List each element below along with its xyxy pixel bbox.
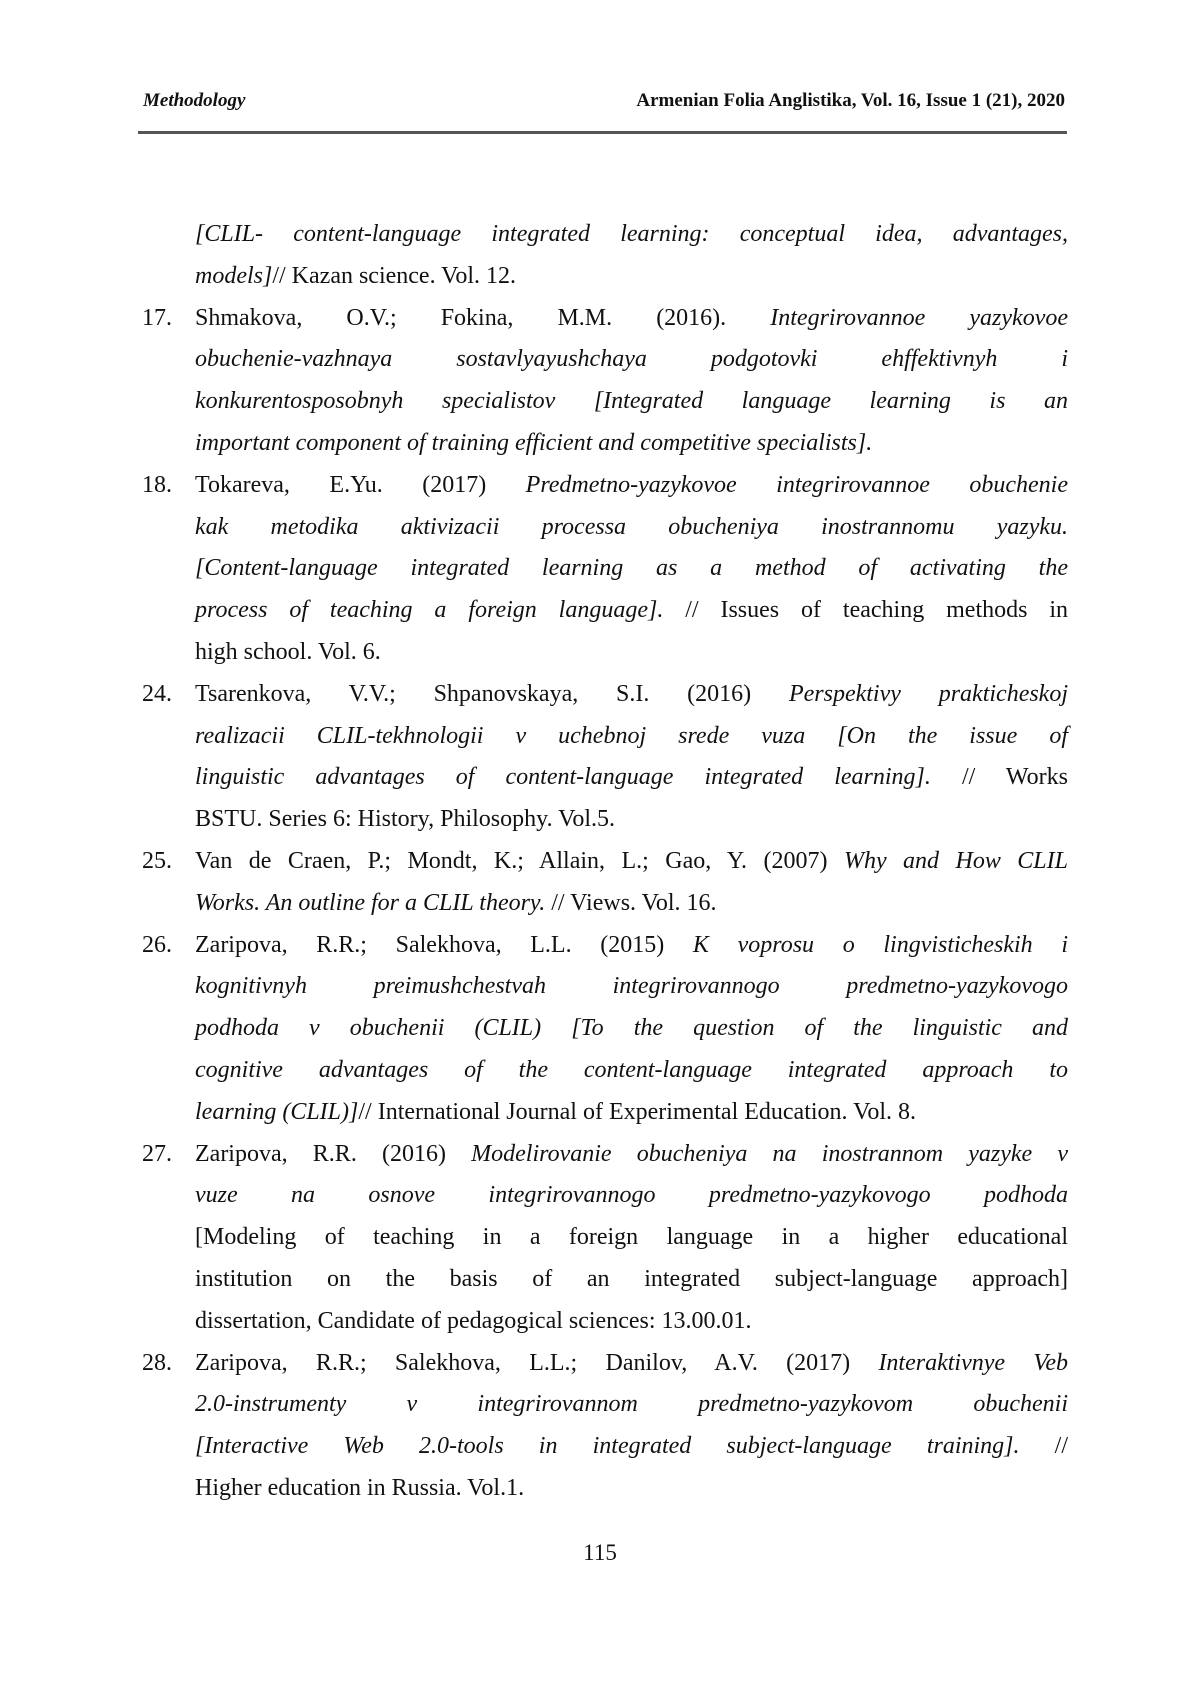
reference-line xyxy=(195,465,1068,507)
reference-entry xyxy=(138,1134,1068,1343)
reference-text: Shmakova, O.V.; Fokina, M.M. (2016). xyxy=(195,305,770,331)
reference-text: BSTU. Series 6: History, Philosophy. Vol.5. xyxy=(195,806,615,832)
reference-title-text: Integrirovannoe yazykovoe xyxy=(770,305,1068,331)
reference-line xyxy=(195,381,1068,423)
reference-line xyxy=(195,716,1068,758)
reference-title-text: Predmetno-yazykovoe integrirovannoe obuchenie xyxy=(526,472,1068,498)
reference-line xyxy=(195,256,1068,298)
reference-title-text: Works. An outline for a CLIL theory. xyxy=(195,890,545,916)
reference-line xyxy=(195,1217,1068,1259)
reference-title-text: vuze na osnove integrirovannogo predmetno-yazykovogo podhoda xyxy=(195,1182,1068,1208)
reference-title-text: kognitivnyh preimushchestvah integrirovannogo predmetno-yazykovogo xyxy=(195,973,1068,999)
reference-entry xyxy=(138,214,1068,298)
reference-text: Tokareva, E.Yu. (2017) xyxy=(195,472,526,498)
reference-entry xyxy=(138,674,1068,841)
reference-entry xyxy=(138,1343,1068,1510)
reference-number: 25. xyxy=(142,841,172,883)
reference-title-text: [CLIL- content-language integrated learning: conceptual idea, advantages, xyxy=(195,221,1068,247)
reference-text: [Modeling of teaching in a foreign language in a higher educational xyxy=(195,1224,1068,1250)
running-header xyxy=(143,90,1065,120)
reference-entry xyxy=(138,298,1068,465)
reference-title-text: models] xyxy=(195,263,272,289)
page-number: 115 xyxy=(0,1540,1200,1566)
reference-text: Zaripova, R.R.; Salekhova, L.L.; Danilov, A.V. (2017) xyxy=(195,1350,878,1376)
reference-title-text: podhoda v obuchenii (CLIL) [To the question of the linguistic and xyxy=(195,1015,1068,1041)
reference-line xyxy=(195,841,1068,883)
reference-title-text: kak metodika aktivizacii processa obucheniya inostrannomu yazyku. xyxy=(195,514,1068,540)
reference-number: 17. xyxy=(142,298,172,340)
reference-number: 26. xyxy=(142,925,172,967)
reference-text: dissertation, Candidate of pedagogical sciences: 13.00.01. xyxy=(195,1308,752,1334)
reference-line xyxy=(195,1468,1068,1510)
reference-text: Van de Craen, P.; Mondt, K.; Allain, L.; Gao, Y. (2007) xyxy=(195,848,844,874)
reference-text: // Issues of teaching methods in xyxy=(663,597,1068,623)
reference-title-text: realizacii CLIL-tekhnologii v uchebnoj srede vuza [On the issue of xyxy=(195,723,1068,749)
reference-line xyxy=(195,1008,1068,1050)
reference-list xyxy=(138,214,1068,1510)
reference-line xyxy=(195,548,1068,590)
reference-line xyxy=(195,1092,1068,1134)
reference-title-text: Why and How CLIL xyxy=(844,848,1068,874)
reference-text: // International Journal of Experimental Education. Vol. 8. xyxy=(358,1099,916,1125)
reference-title-text: Modelirovanie obucheniya na inostrannom yazyke v xyxy=(471,1141,1068,1167)
reference-line xyxy=(195,1301,1068,1343)
reference-number: 18. xyxy=(142,465,172,507)
reference-line xyxy=(195,423,1068,465)
reference-line xyxy=(195,339,1068,381)
reference-line xyxy=(195,632,1068,674)
reference-title-text: K voprosu o lingvisticheskih i xyxy=(693,932,1068,958)
reference-title-text: Interaktivnye Veb xyxy=(878,1350,1068,1376)
reference-line xyxy=(195,674,1068,716)
reference-title-text: linguistic advantages of content-language integrated learning]. xyxy=(195,764,931,790)
header-rule xyxy=(138,131,1067,134)
reference-line xyxy=(195,1134,1068,1176)
reference-title-text: important component of training efficient and competitive specialists]. xyxy=(195,430,872,456)
reference-title-text: 2.0-instrumenty v integrirovannom predmetno-yazykovom obuchenii xyxy=(195,1391,1068,1417)
reference-line xyxy=(195,298,1068,340)
reference-text: // Views. Vol. 16. xyxy=(545,890,716,916)
reference-text: Zaripova, R.R.; Salekhova, L.L. (2015) xyxy=(195,932,693,958)
reference-entry xyxy=(138,465,1068,674)
reference-text: high school. Vol. 6. xyxy=(195,639,381,665)
reference-text: // Works xyxy=(931,764,1068,790)
reference-line xyxy=(195,507,1068,549)
reference-line xyxy=(195,1384,1068,1426)
reference-title-text: konkurentosposobnyh specialistov [Integrated language learning is an xyxy=(195,388,1068,414)
reference-title-text: obuchenie-vazhnaya sostavlyayushchaya podgotovki ehffektivnyh i xyxy=(195,346,1068,372)
reference-line xyxy=(195,925,1068,967)
reference-entry xyxy=(138,841,1068,925)
reference-line xyxy=(195,757,1068,799)
journal-title: Armenian Folia Anglistika, Vol. 16, Issue 1 (21), 2020 xyxy=(636,90,1065,112)
reference-text: Zaripova, R.R. (2016) xyxy=(195,1141,471,1167)
reference-number: 28. xyxy=(142,1343,172,1385)
reference-line xyxy=(195,1343,1068,1385)
reference-text: institution on the basis of an integrated subject-language approach] xyxy=(195,1266,1068,1292)
reference-entry xyxy=(138,925,1068,1134)
reference-title-text: [Interactive Web 2.0-tools in integrated subject-language training]. xyxy=(195,1433,1020,1459)
reference-line xyxy=(195,1050,1068,1092)
reference-text: Higher education in Russia. Vol.1. xyxy=(195,1475,524,1501)
reference-title-text: cognitive advantages of the content-language integrated approach to xyxy=(195,1057,1068,1083)
reference-line xyxy=(195,799,1068,841)
reference-text: Tsarenkova, V.V.; Shpanovskaya, S.I. (2016) xyxy=(195,681,789,707)
reference-title-text: learning (CLIL)] xyxy=(195,1099,358,1125)
reference-line xyxy=(195,1426,1068,1468)
reference-title-text: Perspektivy prakticheskoj xyxy=(789,681,1068,707)
reference-title-text: [Content-language integrated learning as a method of activating the xyxy=(195,555,1068,581)
reference-line xyxy=(195,966,1068,1008)
reference-text: // Kazan science. Vol. 12. xyxy=(272,263,516,289)
reference-number: 24. xyxy=(142,674,172,716)
section-title: Methodology xyxy=(143,90,245,112)
reference-line xyxy=(195,1175,1068,1217)
reference-text: // xyxy=(1020,1433,1068,1459)
reference-line xyxy=(195,883,1068,925)
reference-line xyxy=(195,1259,1068,1301)
reference-title-text: process of teaching a foreign language]. xyxy=(195,597,663,623)
reference-line xyxy=(195,590,1068,632)
reference-line xyxy=(195,214,1068,256)
reference-number: 27. xyxy=(142,1134,172,1176)
